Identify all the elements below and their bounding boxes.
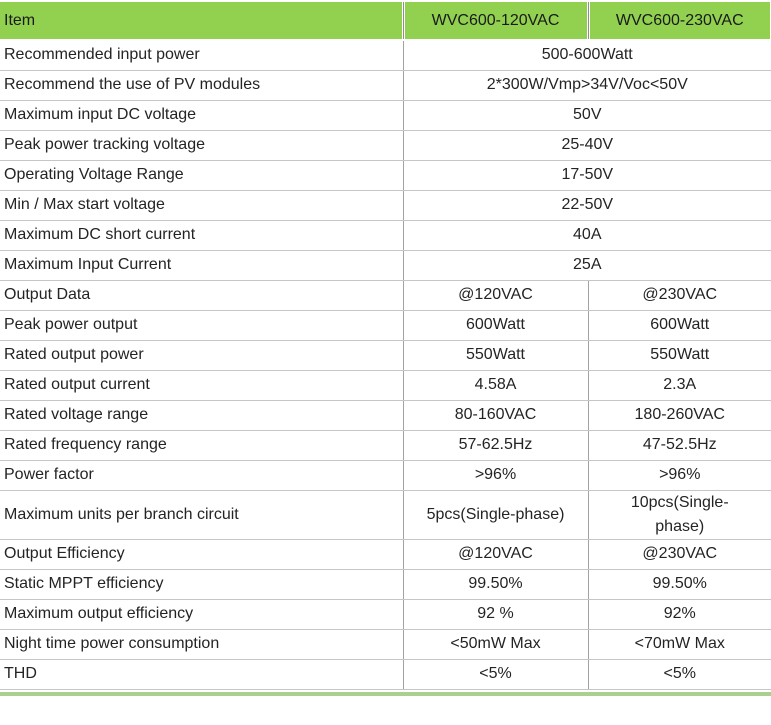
footer-accent-bar bbox=[0, 692, 771, 696]
item-cell: THD bbox=[0, 659, 403, 689]
value-cell-combined: 25A bbox=[403, 250, 771, 280]
table-row bbox=[0, 280, 771, 310]
value-cell-120vac: >96% bbox=[403, 460, 588, 490]
table-row bbox=[0, 70, 771, 100]
value-cell-120vac: 5pcs(Single-phase) bbox=[403, 490, 588, 539]
item-cell: Operating Voltage Range bbox=[0, 160, 403, 190]
value-cell-230vac: 10pcs(Single-phase) bbox=[588, 490, 771, 539]
value-cell-230vac: 180-260VAC bbox=[588, 400, 771, 430]
value-cell-230vac: @230VAC bbox=[588, 539, 771, 569]
value-cell-230vac: <70mW Max bbox=[588, 629, 771, 659]
value-cell-combined: 500-600Watt bbox=[403, 40, 771, 70]
item-cell: Power factor bbox=[0, 460, 403, 490]
item-cell: Maximum input DC voltage bbox=[0, 100, 403, 130]
item-cell: Maximum units per branch circuit bbox=[0, 490, 403, 539]
item-cell: Output Efficiency bbox=[0, 539, 403, 569]
table-row bbox=[0, 400, 771, 430]
table-row bbox=[0, 40, 771, 70]
spec-table-body bbox=[0, 40, 771, 689]
value-cell-230vac: 550Watt bbox=[588, 340, 771, 370]
table-row bbox=[0, 340, 771, 370]
item-cell: Peak power tracking voltage bbox=[0, 130, 403, 160]
value-cell-230vac: @230VAC bbox=[588, 280, 771, 310]
table-row bbox=[0, 190, 771, 220]
table-row bbox=[0, 100, 771, 130]
item-cell: Maximum DC short current bbox=[0, 220, 403, 250]
value-cell-120vac: @120VAC bbox=[403, 280, 588, 310]
table-row bbox=[0, 629, 771, 659]
value-cell-120vac: <50mW Max bbox=[403, 629, 588, 659]
value-cell-120vac: 550Watt bbox=[403, 340, 588, 370]
value-cell-230vac: 47-52.5Hz bbox=[588, 430, 771, 460]
value-cell-120vac: 57-62.5Hz bbox=[403, 430, 588, 460]
table-row bbox=[0, 659, 771, 689]
item-cell: Rated frequency range bbox=[0, 430, 403, 460]
value-cell-230vac: 92% bbox=[588, 599, 771, 629]
item-cell: Rated output current bbox=[0, 370, 403, 400]
table-row bbox=[0, 430, 771, 460]
value-cell-120vac: 99.50% bbox=[403, 569, 588, 599]
value-cell-230vac: 2.3A bbox=[588, 370, 771, 400]
table-row bbox=[0, 130, 771, 160]
table-row bbox=[0, 310, 771, 340]
table-row bbox=[0, 250, 771, 280]
value-cell-230vac: <5% bbox=[588, 659, 771, 689]
item-cell: Recommended input power bbox=[0, 40, 403, 70]
value-cell-230vac: 99.50% bbox=[588, 569, 771, 599]
value-cell-combined: 50V bbox=[403, 100, 771, 130]
value-cell-120vac: 600Watt bbox=[403, 310, 588, 340]
header-item: Item bbox=[0, 2, 403, 40]
value-cell-combined: 22-50V bbox=[403, 190, 771, 220]
table-row bbox=[0, 539, 771, 569]
value-cell-120vac: @120VAC bbox=[403, 539, 588, 569]
value-cell-120vac: 80-160VAC bbox=[403, 400, 588, 430]
header-col-120vac: WVC600-120VAC bbox=[403, 2, 588, 40]
item-cell: Output Data bbox=[0, 280, 403, 310]
table-row bbox=[0, 569, 771, 599]
header-row bbox=[0, 2, 771, 40]
value-cell-230vac: >96% bbox=[588, 460, 771, 490]
value-cell-230vac: 600Watt bbox=[588, 310, 771, 340]
table-row bbox=[0, 490, 771, 539]
header-col-230vac: WVC600-230VAC bbox=[588, 2, 771, 40]
table-row bbox=[0, 160, 771, 190]
item-cell: Night time power consumption bbox=[0, 629, 403, 659]
value-cell-combined: 2*300W/Vmp>34V/Voc<50V bbox=[403, 70, 771, 100]
item-cell: Min / Max start voltage bbox=[0, 190, 403, 220]
item-cell: Maximum Input Current bbox=[0, 250, 403, 280]
value-cell-120vac: 92 % bbox=[403, 599, 588, 629]
table-row bbox=[0, 460, 771, 490]
item-cell: Rated voltage range bbox=[0, 400, 403, 430]
item-cell: Peak power output bbox=[0, 310, 403, 340]
value-cell-combined: 25-40V bbox=[403, 130, 771, 160]
spec-table bbox=[0, 2, 771, 690]
item-cell: Maximum output efficiency bbox=[0, 599, 403, 629]
table-row bbox=[0, 599, 771, 629]
table-row bbox=[0, 370, 771, 400]
value-cell-combined: 17-50V bbox=[403, 160, 771, 190]
value-cell-120vac: <5% bbox=[403, 659, 588, 689]
table-row bbox=[0, 220, 771, 250]
item-cell: Recommend the use of PV modules bbox=[0, 70, 403, 100]
value-cell-combined: 40A bbox=[403, 220, 771, 250]
item-cell: Static MPPT efficiency bbox=[0, 569, 403, 599]
value-cell-120vac: 4.58A bbox=[403, 370, 588, 400]
item-cell: Rated output power bbox=[0, 340, 403, 370]
